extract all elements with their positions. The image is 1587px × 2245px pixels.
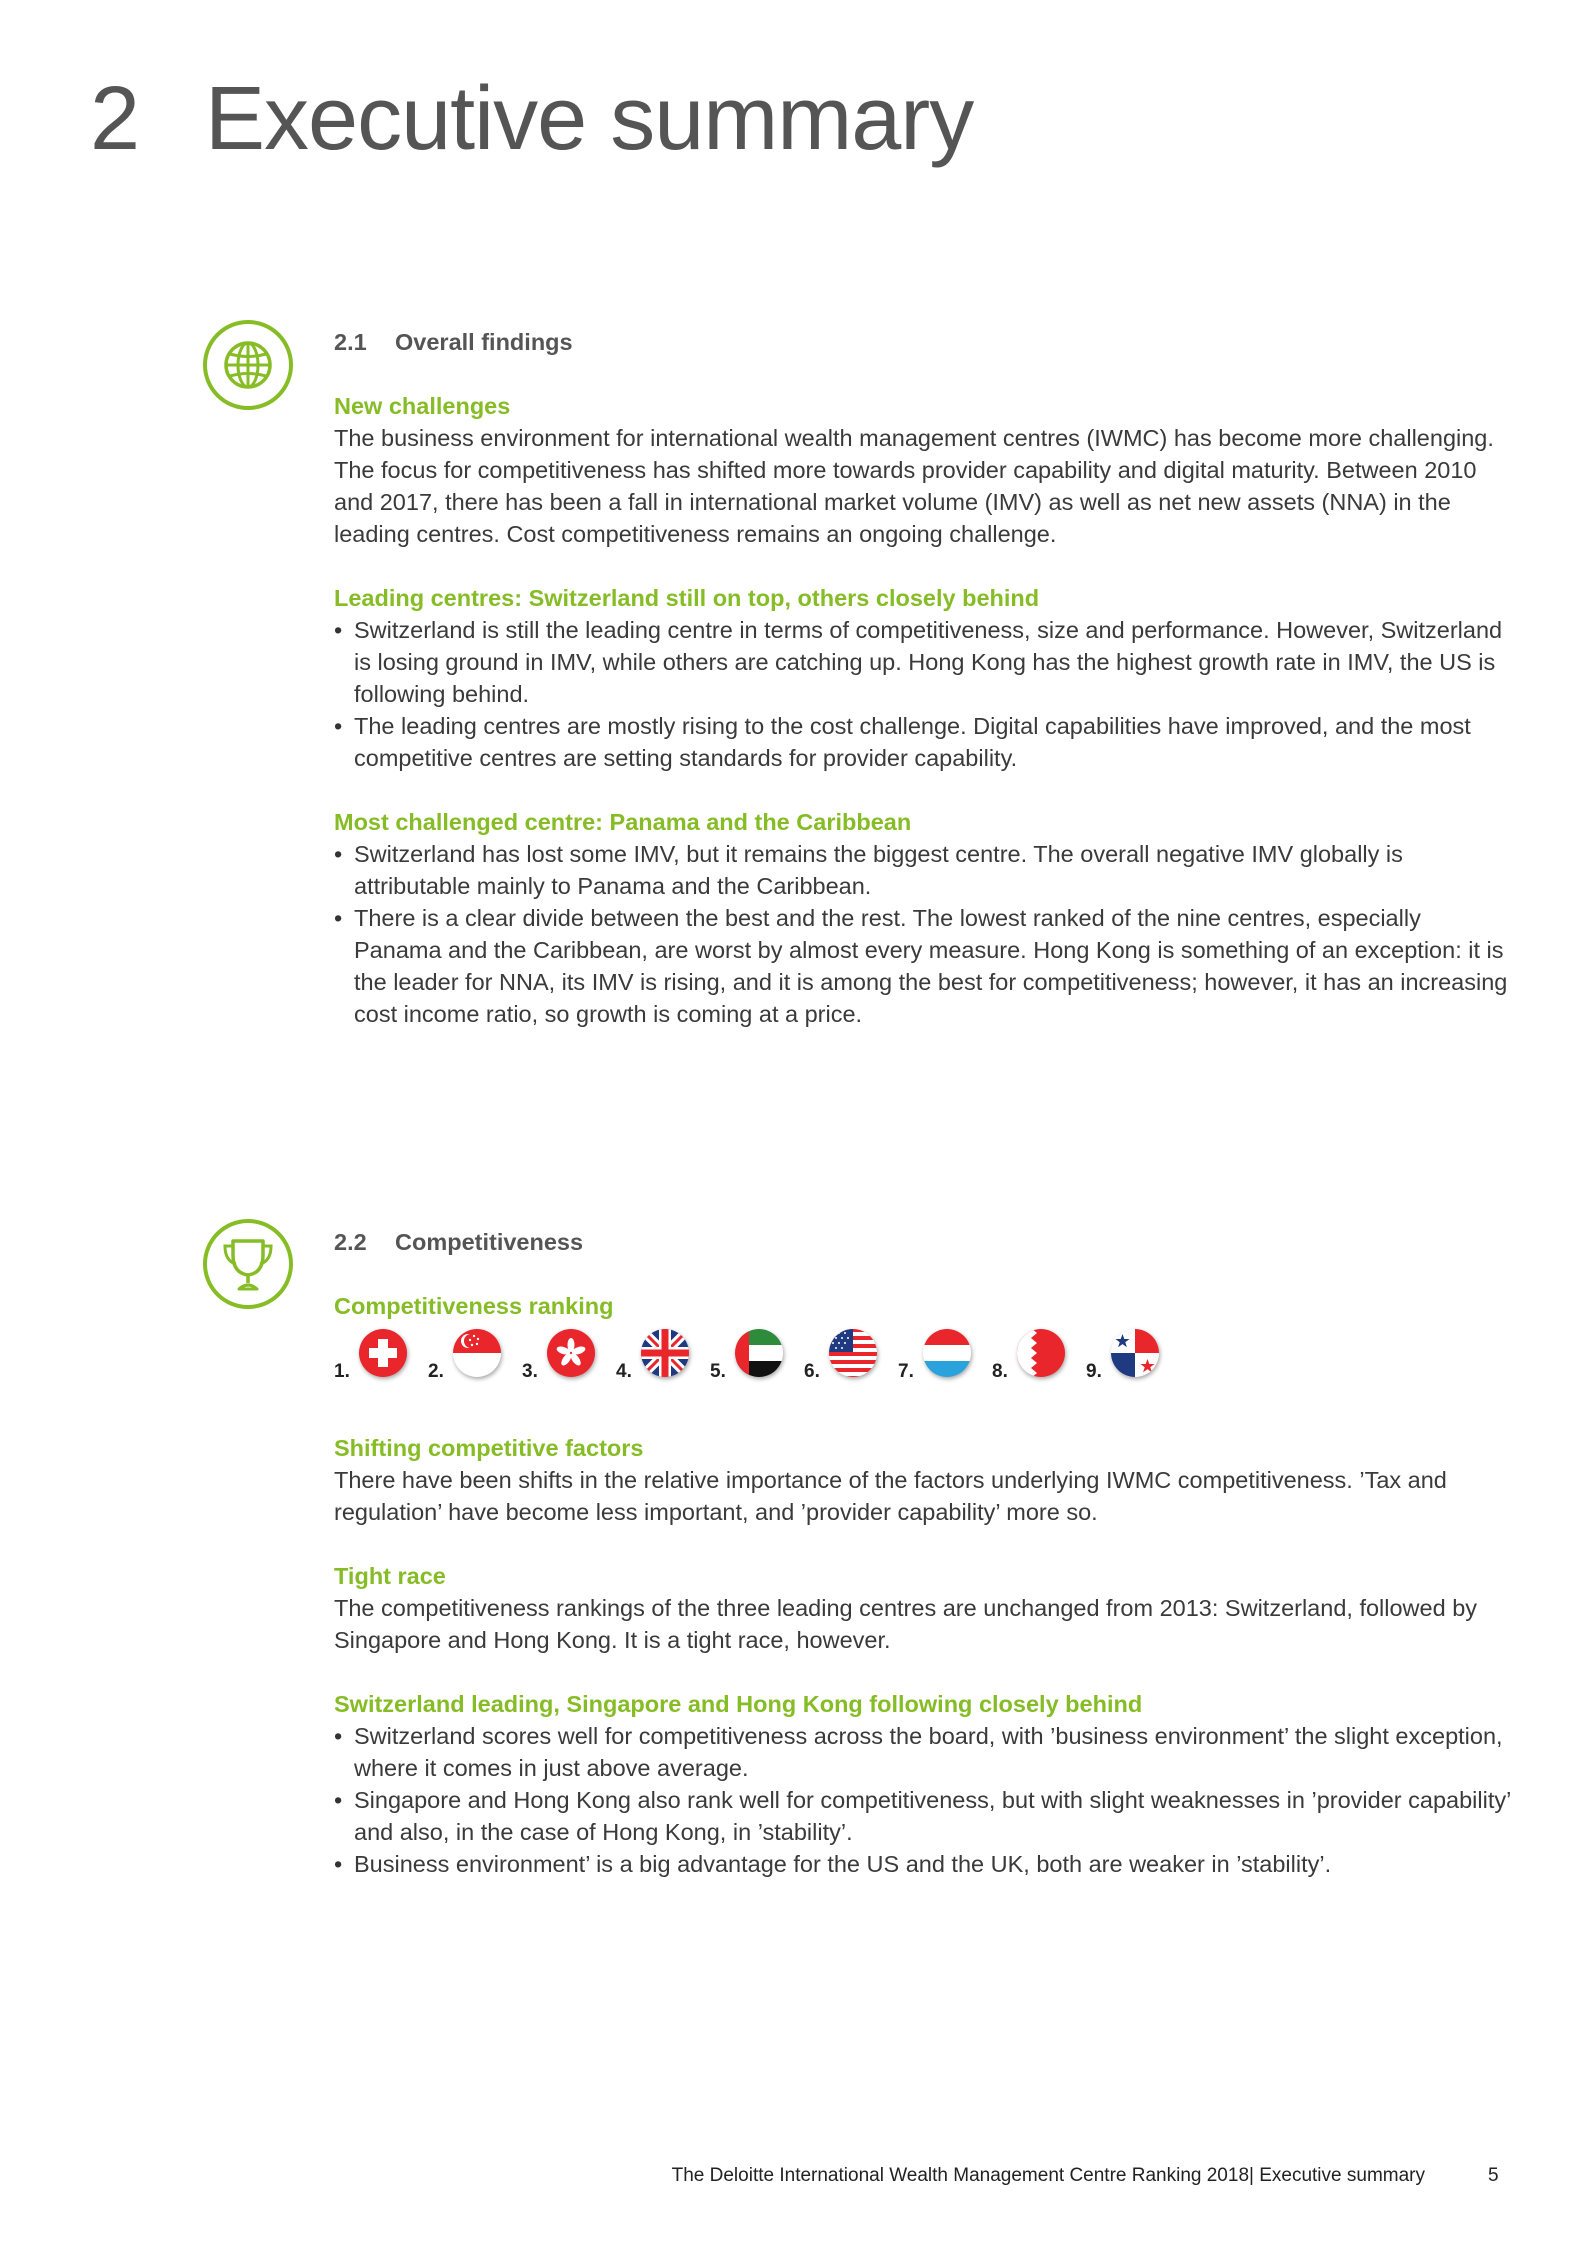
switzerland-leading-heading: Switzerland leading, Singapore and Hong Kong following closely behind bbox=[334, 1691, 1143, 1717]
list-item: • Singapore and Hong Kong also rank well for competitiveness, but with slight weaknesses in ’provider capability’ and also, in the case of Hong Kong, in ’stability’. bbox=[334, 1784, 1514, 1848]
trophy-icon bbox=[201, 1217, 295, 1311]
switzerland-flag-icon bbox=[358, 1328, 408, 1378]
uae-flag-icon bbox=[734, 1328, 784, 1378]
challenged-centre-heading: Most challenged centre: Panama and the Caribbean bbox=[334, 809, 912, 835]
us-flag-icon bbox=[828, 1328, 878, 1378]
new-challenges-heading: New challenges bbox=[334, 393, 511, 419]
list-item: • Business environment’ is a big advantage for the US and the UK, both are weaker in ’stability’. bbox=[334, 1848, 1514, 1880]
list-item: • Switzerland scores well for competitiveness across the board, with ’business environment’ the slight exception, where it comes in just above average. bbox=[334, 1720, 1514, 1784]
new-challenges-text: The business environment for international wealth management centres (IWMC) has become more challenging. The focus for competitiveness has shifted more towards provider capability and digital maturity. Between 2010 and 2017, there has been a fall in international market volume (IMV) as well as net new assets (NNA) in the leading centres. Cost competitiveness remains an ongoing challenge. bbox=[334, 425, 1494, 547]
list-item: • Switzerland is still the leading centre in terms of competitiveness, size and performance. However, Switzerland is losing ground in IMV, while others are catching up. Hong Kong has the highest growth rate in IMV, the US is following behind. bbox=[334, 614, 1514, 710]
shifting-factors-text: There have been shifts in the relative importance of the factors underlying IWMC competitiveness. ’Tax and regulation’ have become less important, and ’provider capability’ more so. bbox=[334, 1467, 1447, 1525]
rank-item: 6. bbox=[804, 1328, 898, 1382]
rank-item: 7. bbox=[898, 1328, 992, 1382]
switzerland-leading-list bbox=[334, 1720, 1514, 1880]
luxembourg-flag-icon bbox=[922, 1328, 972, 1378]
globe-icon bbox=[201, 318, 295, 412]
page-number: 5 bbox=[1488, 2165, 1499, 2186]
panama-flag-icon bbox=[1110, 1328, 1160, 1378]
rank-item: 8. bbox=[992, 1328, 1086, 1382]
rank-item: 3. bbox=[522, 1328, 616, 1382]
rank-item: 9. bbox=[1086, 1328, 1180, 1382]
hong-kong-flag-icon bbox=[546, 1328, 596, 1378]
rank-item: 4. bbox=[616, 1328, 710, 1382]
section-overall-findings bbox=[334, 326, 1514, 1062]
ranking-heading: Competitiveness ranking bbox=[334, 1293, 614, 1319]
leading-centres-heading: Leading centres: Switzerland still on top, others closely behind bbox=[334, 585, 1040, 611]
section-competitiveness bbox=[334, 1226, 1514, 1912]
shifting-factors-heading: Shifting competitive factors bbox=[334, 1435, 644, 1461]
list-item: • The leading centres are mostly rising to the cost challenge. Digital capabilities have improved, and the most competitive centres are setting standards for provider capability. bbox=[334, 710, 1514, 774]
chapter-number: 2 bbox=[90, 69, 140, 169]
rank-item: 2. bbox=[428, 1328, 522, 1382]
page-footer bbox=[0, 2165, 1587, 2195]
list-item: • There is a clear divide between the best and the rest. The lowest ranked of the nine centres, especially Panama and the Caribbean, are worst by almost every measure. Hong Kong is something of an exception: it is the leader for NNA, its IMV is rising, and it is among the best for competitiveness; however, it has an increasing cost income ratio, so growth is coming at a price. bbox=[334, 902, 1514, 1030]
page-title bbox=[90, 68, 973, 171]
rank-item: 5. bbox=[710, 1328, 804, 1382]
tight-race-text: The competitiveness rankings of the three leading centres are unchanged from 2013: Switzerland, followed by Singapore and Hong Kong. It is a tight race, however. bbox=[334, 1595, 1478, 1653]
uk-flag-icon bbox=[640, 1328, 690, 1378]
footer-text: The Deloitte International Wealth Management Centre Ranking 2018| Executive summary bbox=[671, 2165, 1425, 2186]
list-item: • Switzerland has lost some IMV, but it remains the biggest centre. The overall negative IMV globally is attributable mainly to Panama and the Caribbean. bbox=[334, 838, 1514, 902]
chapter-title: Executive summary bbox=[205, 69, 974, 169]
challenged-centre-list bbox=[334, 838, 1514, 1030]
tight-race-heading: Tight race bbox=[334, 1563, 446, 1589]
singapore-flag-icon bbox=[452, 1328, 502, 1378]
section-heading: 2.2 Competitiveness bbox=[334, 1229, 584, 1255]
rank-item: 1. bbox=[334, 1328, 428, 1382]
leading-centres-list bbox=[334, 614, 1514, 774]
bahrain-flag-icon bbox=[1016, 1328, 1066, 1378]
section-heading: 2.1 Overall findings bbox=[334, 329, 573, 355]
competitiveness-ranking bbox=[334, 1324, 1514, 1382]
